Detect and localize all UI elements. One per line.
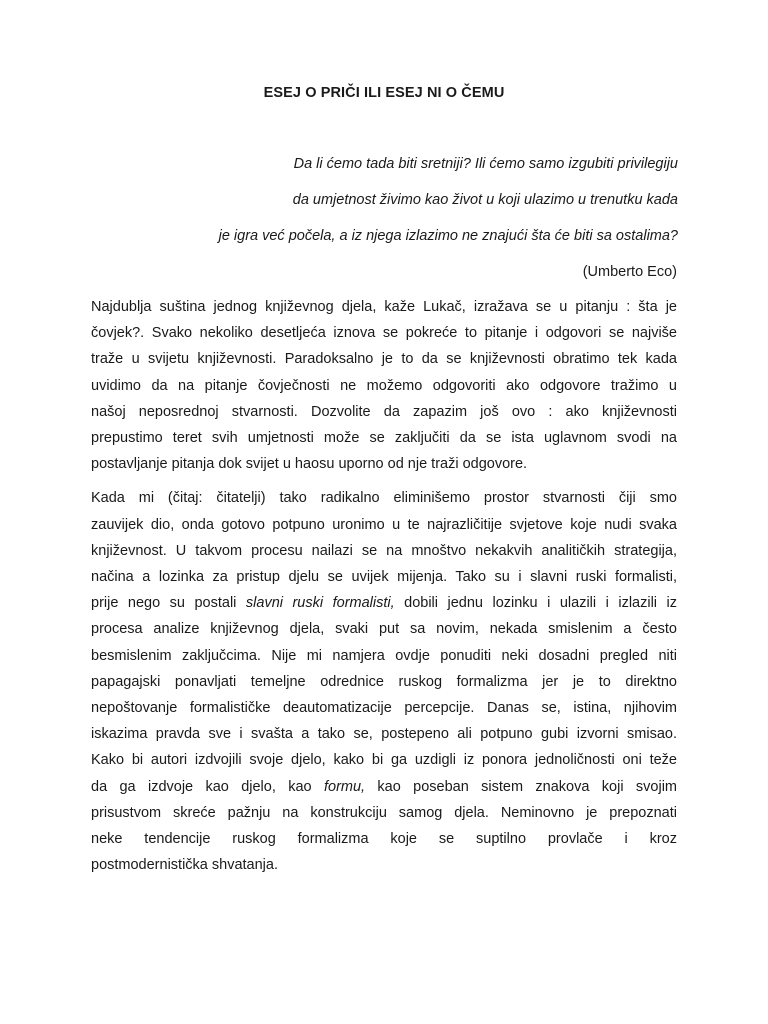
text-line: našoj neposrednoj stvarnosti. Dozvolite da zapazim još ovo : ako književnosti [91,403,677,420]
epigraph-attribution: (Umberto Eco) [582,264,677,280]
text-segment: dobili jednu lozinku i ulazili i izlazili iz [394,595,677,612]
epigraph [78,152,678,260]
essay-title: ESEJ O PRIČI ILI ESEJ NI O ČEMU [263,85,505,101]
text-line: Kako bi autori izdvojili svoje djelo, kako bi ga uzdigli iz ponora jednoličnosti oni teže [91,752,677,769]
italic-phrase: formu, [323,778,366,795]
text-line: besmislenim zaključcima. Nije mi namjera ovdje ponuditi neki dosadni pregled niti [91,647,677,664]
text-line: postavljanje pitanja dok svijet u haosu uporno od nje traži odgovore. [91,456,528,473]
text-line: prisustvom skreće pažnju na konstrukciju samog djela. Neminovno je prepoznati [91,804,677,821]
paragraph-1 [91,294,677,477]
text-line-with-italic [91,774,677,800]
text-line: postmodernistička shvatanja. [91,857,278,874]
text-segment: da ga izdvoje kao djelo, kao [91,778,324,795]
text-line: papagajski ponavljati temeljne odrednice ruskog formalizma jer je to direktno [91,673,677,690]
italic-phrase: slavni ruski formalisti, [245,595,395,612]
text-line: iskazima pravda sve i svašta a tako se, postepeno ali potpuno gubi izvorni smisao. [91,726,677,743]
text-line: traže u svijetu književnosti. Paradoksalno je to da se književnosti obratimo tek kada [91,351,677,368]
text-line: čovjek?. Svako nekoliko desetljeća iznova se pokreće to pitanje i odgovori se najviše [91,325,677,342]
epigraph-line: je igra već počela, a iz njega izlazimo ne znajući šta će biti sa ostalima? [218,228,678,244]
text-line-with-italic [91,590,677,616]
text-line: neke tendencije ruskog formalizma koje se suptilno provlače i kroz [91,831,677,848]
text-line: načina a lozinka za pristup djelu se uvijek mijenja. Tako su i slavni ruski formalisti, [91,569,677,586]
text-line: Najdublja suština jednog književnog djela, kaže Lukač, izražava se u pitanju : šta je [91,299,677,315]
text-segment: kao poseban sistem znakova koji svojim [365,778,677,795]
text-line: uvidimo da na pitanje čovječnosti ne možemo odgovoriti ako odgovore tražimo u [91,377,677,394]
text-line: zauvijek dio, onda gotovo potpuno uronimo u te najrazličitije svjetove koje nudi svaka [91,516,677,533]
epigraph-line: da umjetnost živimo kao život u koji ulazimo u trenutku kada [292,192,678,208]
paragraph-2 [91,485,677,878]
text-line: nepoštovanje formalističke deautomatizacije percepcije. Danas se, istina, njihovim [91,700,677,717]
text-line: prepustimo teret svih umjetnosti može se zaključiti da se ista uglavnom svodi na [91,430,677,447]
text-line: procesa analize književnog djela, svaki put sa novim, nekada smislenim a često [91,621,677,638]
epigraph-line: Da li ćemo tada biti sretniji? Ili ćemo samo izgubiti privilegiju [293,156,678,172]
text-line: Kada mi (čitaj: čitatelji) tako radikalno eliminišemo prostor stvarnosti čiji smo [91,490,677,507]
text-line: književnost. U takvom procesu nailazi se na mnoštvo nekakvih analitičkih strategija, [91,542,677,559]
text-segment: prije nego su postali [91,595,246,612]
essay-body [91,294,677,878]
